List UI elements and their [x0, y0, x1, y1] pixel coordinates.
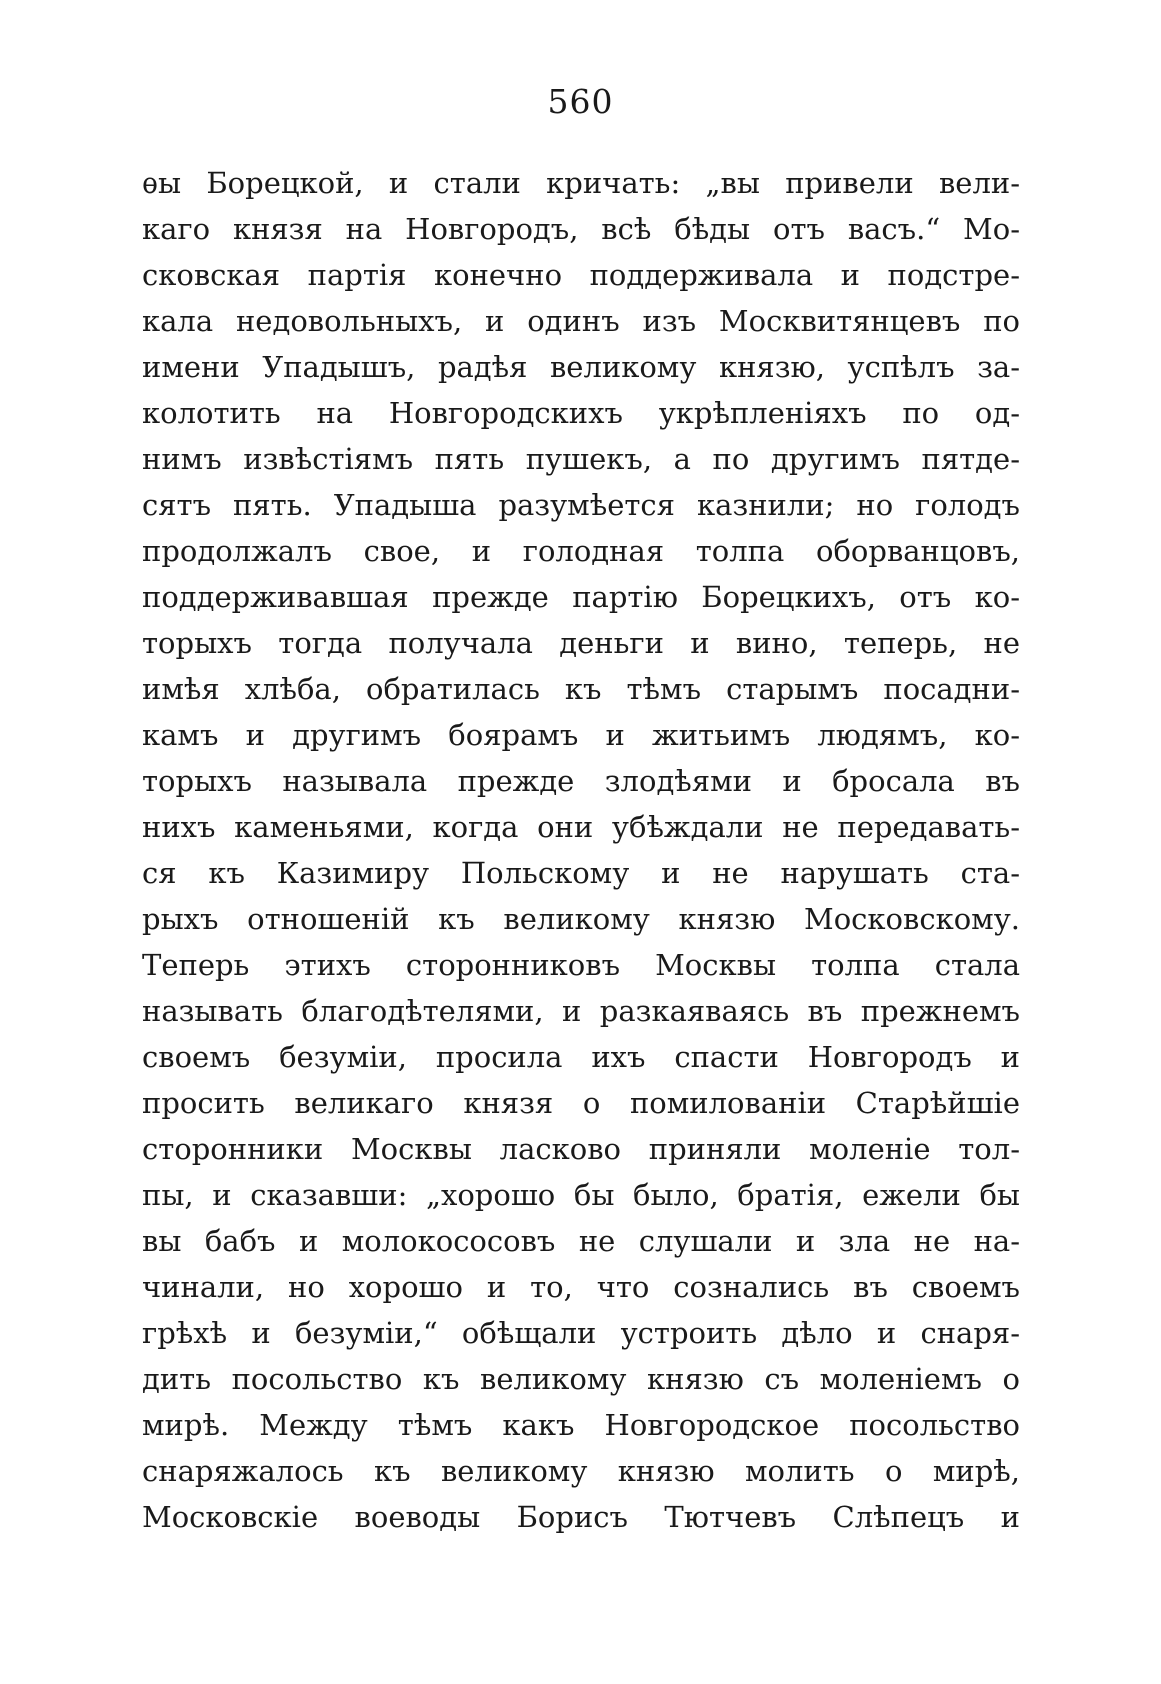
- text-line: сковская партія конечно поддерживала и подстре-: [142, 258, 1020, 292]
- text-line: кала недовольныхъ, и одинъ изъ Москвитянцевъ по: [142, 304, 1020, 338]
- text-line: рыхъ отношеній къ великому князю Московскому.: [142, 902, 1020, 936]
- page-number: 560: [547, 82, 614, 121]
- text-line: вы бабъ и молокососовъ не слушали и зла не на-: [142, 1224, 1020, 1258]
- text-line: Теперь этихъ сторонниковъ Москвы толпа стала: [142, 948, 1020, 982]
- text-line: снаряжалось къ великому князю молить о мирѣ,: [142, 1454, 1020, 1488]
- text-line: камъ и другимъ боярамъ и житьимъ людямъ, ко-: [142, 718, 1020, 752]
- text-line: поддерживавшая прежде партію Борецкихъ, отъ ко-: [142, 580, 1020, 614]
- text-line: имени Упадышъ, радѣя великому князю, успѣлъ за-: [142, 350, 1020, 384]
- text-line: колотить на Новгородскихъ укрѣпленіяхъ по од-: [142, 396, 1020, 430]
- text-line: ѳы Борецкой, и стали кричать: „вы привели вели-: [142, 166, 1020, 200]
- text-line: грѣхѣ и безуміи,“ обѣщали устроить дѣло и снаря-: [142, 1316, 1020, 1350]
- text-line: имѣя хлѣба, обратилась къ тѣмъ старымъ посадни-: [142, 672, 1020, 706]
- text-line: пы, и сказавши: „хорошо бы было, братія, ежели бы: [142, 1178, 1020, 1212]
- text-line: просить великаго князя о помилованіи Старѣйшіе: [142, 1086, 1020, 1120]
- text-line: сторонники Москвы ласково приняли моленіе тол-: [142, 1132, 1020, 1166]
- text-line: своемъ безуміи, просила ихъ спасти Новгородъ и: [142, 1040, 1020, 1074]
- text-line: сятъ пять. Упадыша разумѣется казнили; но голодъ: [142, 488, 1020, 522]
- text-line: Московскіе воеводы Борисъ Тютчевъ Слѣпецъ и: [142, 1500, 1020, 1534]
- text-line: ся къ Казимиру Польскому и не нарушать ста-: [142, 856, 1020, 890]
- text-line: торыхъ называла прежде злодѣями и бросала въ: [142, 764, 1020, 798]
- text-line: нихъ каменьями, когда они убѣждали не передавать-: [142, 810, 1020, 844]
- text-line: торыхъ тогда получала деньги и вино, теперь, не: [142, 626, 1020, 660]
- text-line: называть благодѣтелями, и разкаяваясь въ прежнемъ: [142, 994, 1020, 1028]
- body-text: [142, 160, 1020, 1540]
- text-line: каго князя на Новгородъ, всѣ бѣды отъ васъ.“ Мо-: [142, 212, 1020, 246]
- text-line: нимъ извѣстіямъ пять пушекъ, а по другимъ пятде-: [142, 442, 1020, 476]
- text-line: мирѣ. Между тѣмъ какъ Новгородское посольство: [142, 1408, 1020, 1442]
- text-line: продолжалъ свое, и голодная толпа оборванцовъ,: [142, 534, 1020, 568]
- text-line: дить посольство къ великому князю съ моленіемъ о: [142, 1362, 1020, 1396]
- text-line: чинали, но хорошо и то, что сознались въ своемъ: [142, 1270, 1020, 1304]
